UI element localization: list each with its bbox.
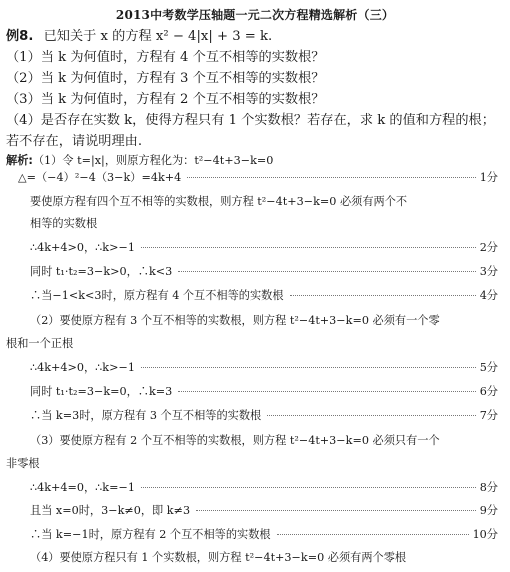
solution-line <box>0 193 510 211</box>
question-4: （4）是否存在实数 k，使得方程只有 1 个实数根？若存在，求 k 的值和方程的根；若不存在，请说明理由. <box>6 113 495 149</box>
solution-label: 解析: <box>6 154 33 167</box>
dotted-leader <box>196 510 476 511</box>
solution-line-text: 相等的实数根 <box>30 217 98 230</box>
solution-line <box>0 239 510 257</box>
solution-line <box>0 432 510 450</box>
solution-text <box>30 549 406 567</box>
solution-line-text: （3）要使原方程有 2 个互不相等的实数根，则方程 t²−4t+3−k=0 必须只有一个 <box>30 434 440 447</box>
solution-line <box>0 502 510 520</box>
solution-line-text: 非零根 <box>6 457 40 470</box>
solution-line-text: （4）要使原方程只有 1 个实数根，则方程 t²−4t+3−k=0 必须有两个零根 <box>30 551 407 564</box>
solution-line <box>0 549 510 567</box>
solution-line <box>0 335 510 353</box>
solution-line-text: 要使原方程有四个互不相等的实数根，则方程 t²−4t+3−k=0 必须有两个不 <box>30 195 408 208</box>
solution-line-text: ∴4k+4>0，∴k>−1 <box>30 361 135 374</box>
solution-line-text: 根和一个正根 <box>6 337 74 350</box>
dotted-leader <box>290 295 476 296</box>
dotted-leader <box>178 271 475 272</box>
solution-text <box>30 239 135 257</box>
solution-line-text: 同时 t₁·t₂=3−k>0，∴k<3 <box>30 265 173 278</box>
solution-text <box>30 263 172 281</box>
solution-line <box>0 287 510 305</box>
solution-text <box>6 455 40 473</box>
solution-line-text: 同时 t₁·t₂=3−k=0，∴k=3 <box>30 385 173 398</box>
score-mark: 3分 <box>479 265 498 278</box>
score-mark: 10分 <box>472 528 498 541</box>
solution-line-text: △=（−4）²−4（3−k）=4k+4 <box>18 171 182 184</box>
problem-stem: 已知关于 x 的方程 x² − 4|x| + 3 = k. <box>43 29 273 44</box>
score-mark: 8分 <box>479 481 498 494</box>
solution-line-text: （1）令 t=|x|，则原方程化为：t²−4t+3−k=0 <box>32 154 274 167</box>
question-2: （2）当 k 为何值时，方程有 3 个互不相等的实数根？ <box>6 71 325 86</box>
dotted-leader <box>178 391 475 392</box>
solution-text <box>30 312 440 330</box>
score-mark: 6分 <box>479 385 498 398</box>
problem-block <box>0 24 510 152</box>
solution-text <box>30 287 284 305</box>
solution-text <box>30 502 190 520</box>
solution-text <box>18 169 181 187</box>
dotted-leader <box>267 415 475 416</box>
solution-line-text: （2）要使原方程有 3 个互不相等的实数根，则方程 t²−4t+3−k=0 必须有一个零 <box>30 314 440 327</box>
solution-line-text: ∴当 k=3时，原方程有 3 个互不相等的实数根 <box>30 409 262 422</box>
score-mark: 9分 <box>479 504 498 517</box>
solution-line <box>0 263 510 281</box>
solution-line <box>0 407 510 425</box>
dotted-leader <box>187 177 475 178</box>
problem-label: 例8. <box>6 29 34 44</box>
score-mark: 4分 <box>479 289 498 302</box>
solution-line-text: ∴当 k=−1时，原方程有 2 个互不相等的实数根 <box>30 528 271 541</box>
solution-line-text: 且当 x=0时，3−k≠0，即 k≠3 <box>30 504 191 517</box>
solution-line <box>0 312 510 330</box>
solution-text <box>30 193 407 211</box>
solution-text <box>30 526 271 544</box>
solution-text <box>30 479 135 497</box>
question-3: （3）当 k 为何值时，方程有 2 个互不相等的实数根？ <box>6 92 325 107</box>
solution-line-text: ∴4k+4=0，∴k=−1 <box>30 481 135 494</box>
score-mark: 7分 <box>479 409 498 422</box>
solution-text <box>30 215 97 233</box>
solution-line <box>0 383 510 401</box>
solution-text <box>30 383 172 401</box>
solution-line <box>0 215 510 233</box>
score-mark: 5分 <box>479 361 498 374</box>
solution-text <box>30 407 261 425</box>
dotted-leader <box>277 534 469 535</box>
solution-line <box>0 359 510 377</box>
solution-text <box>30 359 135 377</box>
solution-text <box>6 335 73 353</box>
solution-line <box>0 479 510 497</box>
solution-line <box>0 526 510 544</box>
solution-line-text: ∴当−1<k<3时，原方程有 4 个互不相等的实数根 <box>30 289 284 302</box>
dotted-leader <box>141 367 476 368</box>
question-1: （1）当 k 为何值时，方程有 4 个互不相等的实数根？ <box>6 50 325 65</box>
solution-text <box>30 432 440 450</box>
solution-line <box>0 455 510 473</box>
solution-text <box>6 152 273 170</box>
dotted-leader <box>141 247 476 248</box>
solution-line <box>0 169 510 187</box>
dotted-leader <box>141 487 476 488</box>
solution-line <box>0 152 510 170</box>
page-title: 2013中考数学压轴题一元二次方程精选解析（三） <box>115 8 395 22</box>
score-mark: 1分 <box>479 171 498 184</box>
solution-line-text: ∴4k+4>0，∴k>−1 <box>30 241 135 254</box>
problem-stem-row <box>6 26 504 47</box>
score-mark: 2分 <box>479 241 498 254</box>
